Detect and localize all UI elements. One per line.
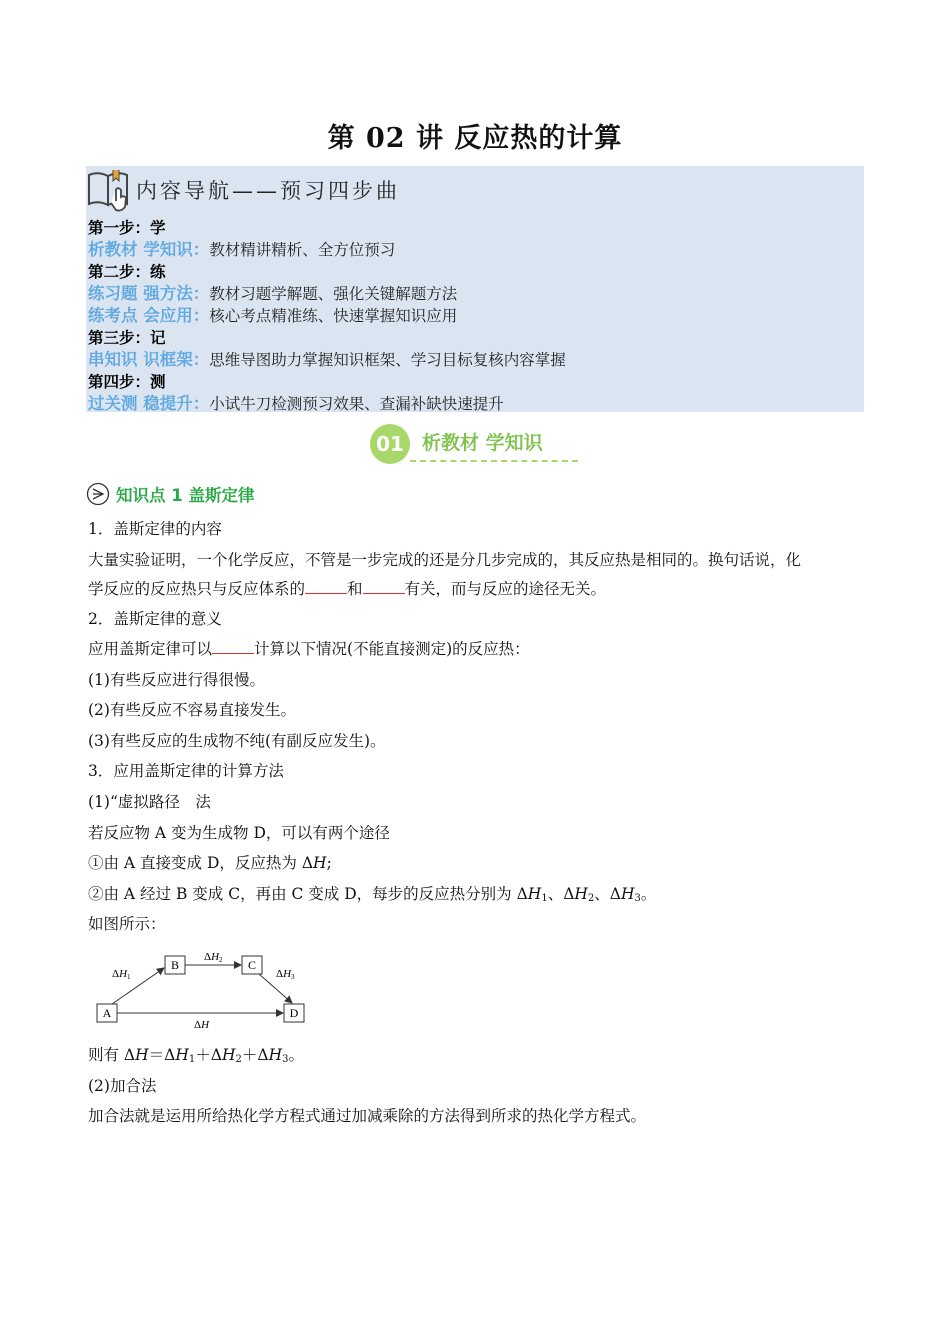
node-b-label: B bbox=[170, 958, 180, 972]
text: ②由 A 经过 B 变成 C，再由 C 变成 D，每步的反应热分别为 Δ bbox=[88, 885, 528, 903]
arrow-circle-icon bbox=[86, 482, 110, 506]
step-title: 第一步：学 bbox=[88, 219, 166, 237]
text: 学反应的反应热只与反应体系的 bbox=[88, 580, 306, 598]
figure-caption: 如图所示： bbox=[88, 915, 166, 933]
fill-blank[interactable] bbox=[305, 576, 347, 594]
paragraph-line bbox=[88, 634, 868, 664]
step-desc: 小试牛刀检测预习效果、查漏补缺快速提升 bbox=[209, 395, 504, 413]
section-number: 01 bbox=[370, 424, 410, 464]
step-desc: 核心考点精准练、快速掌握知识应用 bbox=[209, 307, 458, 325]
list-item: (1)有些反应进行得很慢。 bbox=[88, 671, 265, 689]
edge-label-dh2: ΔH2 bbox=[204, 951, 223, 964]
step-title: 第三步：记 bbox=[88, 329, 166, 347]
section-banner bbox=[370, 422, 580, 466]
paragraph-line: 大量实验证明，一个化学反应，不管是一步完成的还是分几步完成的，其反应热是相同的。换句话说，化 bbox=[88, 551, 802, 569]
book-hand-icon bbox=[86, 167, 134, 213]
page-title: 第 02 讲 反应热的计算 bbox=[327, 123, 623, 154]
step-key: 练考点 会应用： bbox=[88, 306, 210, 325]
step-key: 过关测 稳提升： bbox=[88, 394, 210, 413]
text: 应用盖斯定律可以 bbox=[88, 640, 213, 658]
section-heading-2: 2．盖斯定律的意义 bbox=[88, 610, 222, 628]
content-navigation-box bbox=[86, 166, 864, 412]
text: 则有 Δ bbox=[88, 1046, 136, 1064]
node-d-label: D bbox=[289, 1006, 299, 1020]
step-desc: 教材精讲精析、全方位预习 bbox=[209, 241, 396, 259]
step-desc: 思维导图助力掌握知识框架、学习目标复核内容掌握 bbox=[209, 351, 566, 369]
paragraph-line: ①由 A 直接变成 D，反应热为 ΔH; bbox=[88, 854, 332, 872]
paragraph-line: 若反应物 A 变为生成物 D，可以有两个途径 bbox=[88, 824, 390, 842]
step-heading bbox=[88, 371, 566, 393]
knowledge-point-label: 知识点 1 盖斯定律 bbox=[116, 486, 255, 505]
edge-label-dh3: ΔH3 bbox=[276, 968, 295, 981]
text: 和 bbox=[347, 580, 363, 598]
paragraph-line: ②由 A 经过 B 变成 C，再由 C 变成 D，每步的反应热分别为 $\Delta H_1$、$\Delta H_2$、$\Delta H_3$。 bbox=[88, 885, 657, 904]
list-item: (2)有些反应不容易直接发生。 bbox=[88, 701, 296, 719]
fill-blank[interactable] bbox=[363, 576, 405, 594]
nav-header-title: 内容导航——预习四步曲 bbox=[136, 179, 400, 203]
node-c-label: C bbox=[247, 958, 257, 972]
step-title: 第四步：测 bbox=[88, 373, 166, 391]
fill-blank[interactable] bbox=[212, 636, 254, 654]
step-title: 第二步：练 bbox=[88, 263, 166, 281]
step-heading bbox=[88, 261, 566, 283]
paragraph-line bbox=[88, 574, 868, 604]
step-desc: 教材习题学解题、强化关键解题方法 bbox=[209, 285, 458, 303]
method-2-heading: (2)加合法 bbox=[88, 1077, 157, 1095]
node-a-label: A bbox=[102, 1006, 112, 1020]
step-item bbox=[88, 283, 566, 305]
step-key: 析教材 学知识： bbox=[88, 240, 210, 259]
section-title: 析教材 学知识 bbox=[422, 432, 543, 454]
result-equation: 则有 $\Delta H=\Delta H_1+\Delta H_2+\Delta H_3$。 bbox=[88, 1046, 304, 1065]
knowledge-point-heading bbox=[86, 482, 254, 506]
text: ①由 A 直接变成 D，反应热为 Δ bbox=[88, 854, 314, 872]
section-heading-3: 3．应用盖斯定律的计算方法 bbox=[88, 762, 284, 780]
section-heading-1: 1．盖斯定律的内容 bbox=[88, 520, 222, 538]
hess-path-diagram bbox=[94, 948, 314, 1034]
nav-header bbox=[86, 166, 400, 214]
step-heading bbox=[88, 217, 566, 239]
text: 有关，而与反应的途径无关。 bbox=[404, 580, 607, 598]
section-underline bbox=[410, 460, 578, 462]
step-item bbox=[88, 393, 566, 415]
step-item bbox=[88, 305, 566, 327]
step-heading bbox=[88, 327, 566, 349]
paragraph-line: 加合法就是运用所给热化学方程式通过加减乘除的方法得到所求的热化学方程式。 bbox=[88, 1107, 647, 1125]
text: 计算以下情况(不能直接测定)的反应热： bbox=[254, 640, 530, 658]
step-key: 练习题 强方法： bbox=[88, 284, 210, 303]
step-item bbox=[88, 239, 566, 261]
method-1-heading: (1)“虚拟路径 法 bbox=[88, 793, 211, 811]
step-key: 串知识 识框架： bbox=[88, 350, 210, 369]
list-item: (3)有些反应的生成物不纯(有副反应发生)。 bbox=[88, 732, 386, 750]
nav-steps bbox=[88, 217, 566, 415]
step-item bbox=[88, 349, 566, 371]
edge-label-dh1: ΔH1 bbox=[112, 968, 131, 981]
edge-label-dh: ΔH bbox=[194, 1019, 210, 1031]
